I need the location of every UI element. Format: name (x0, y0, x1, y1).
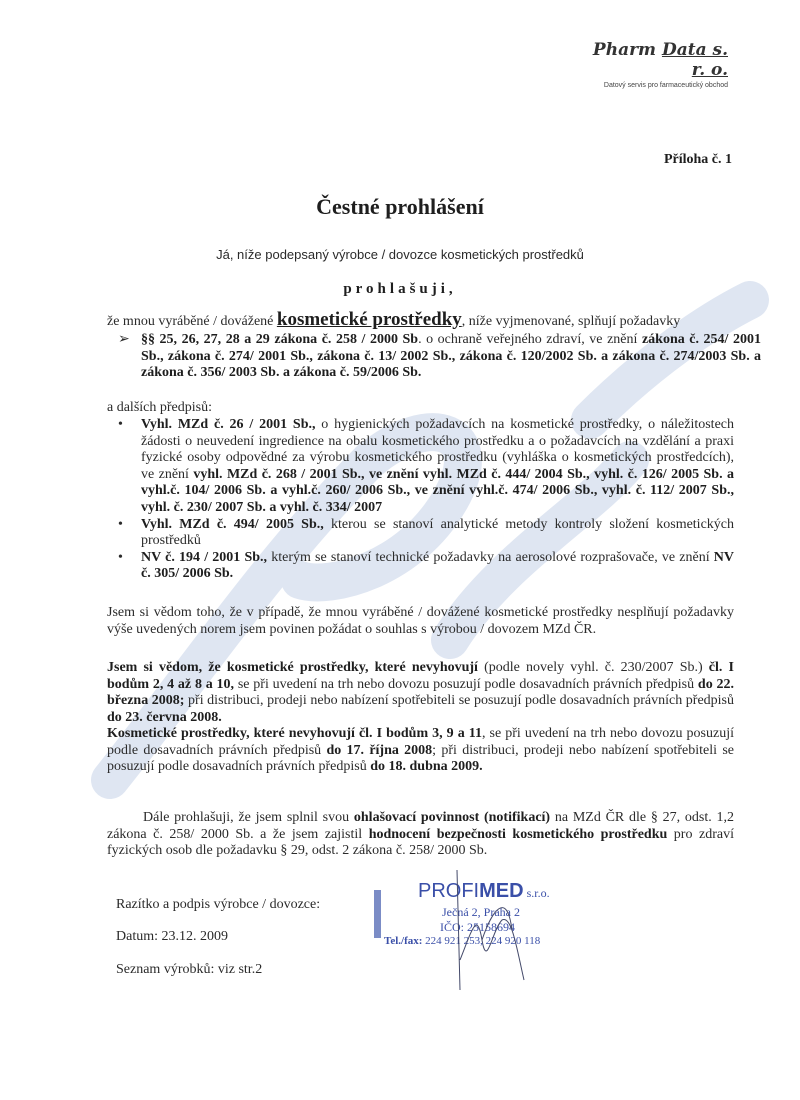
bold-text-segment: §§ 25, 26, 27, 28 a 29 zákona č. 258 / 2000 Sb (141, 332, 419, 347)
paragraph-notification (107, 810, 734, 860)
stamp-brand-c: s.r.o. (523, 886, 550, 900)
bold-text-segment: ohlašovací povinnost (notifikací) (353, 810, 551, 825)
bold-text-segment: do 18. dubna 2009. (370, 759, 483, 775)
pharmdata-logo (578, 40, 728, 89)
paragraph-deadlines-2 (107, 726, 734, 776)
text-segment: se při uvedení na trh nebo dovozu posuzují podle dosavadních právních předpisů (234, 676, 698, 692)
bold-text-segment: NV č. 305/ 2006 Sb. (141, 549, 734, 582)
stamp-tel-label: Tel./fax: (384, 935, 423, 947)
bullet-icon: • (118, 417, 123, 432)
text-segment: , níže vyjmenované, splňují požadavky (461, 314, 681, 329)
bold-text-segment: kosmetické prostředky (276, 309, 462, 330)
text-segment: Dále prohlašuji, že jsem splnil svou (143, 810, 354, 825)
text-segment: Jsem si vědom toho, že v případě, že mnou vyráběné / dovážené kosmetické prostředky nesplňují požadavky výše uvedených norem jsem povinen požádat o souhlas s výrobou / dovozem MZd ČR. (107, 605, 734, 637)
bold-text-segment: Vyhl. MZd č. 494/ 2005 Sb., (141, 516, 324, 532)
signature (432, 870, 542, 1000)
paragraph-awareness (107, 605, 734, 638)
bold-text-segment: do 23. června 2008. (107, 709, 222, 725)
list-item (114, 550, 734, 583)
text-segment: kterým se stanoví technické požadavky na aerosolové rozprašovače, ve znění (267, 549, 714, 565)
date-text: Datum: 23.12. 2009 (116, 929, 228, 944)
stamp-emblem-icon (372, 890, 384, 940)
stamp-ico: IČO: 25158694 (440, 920, 515, 934)
arrow-item (114, 332, 761, 382)
bold-text-segment: NV č. 194 / 2001 Sb., (141, 549, 268, 565)
bold-text-segment: do 22. března 2008; (107, 676, 734, 709)
list-item-text (141, 550, 734, 582)
list-item (114, 417, 734, 517)
company-stamp (372, 880, 562, 990)
list-item-text (141, 517, 734, 549)
text-segment: kterou se stanoví analytické metody kontroly složení kosmetických prostředků (141, 516, 734, 549)
text-segment: na MZd ČR dle § 27, odst. 1,2 zákona č. 258/ 2000 Sb. a že jsem zajistil (107, 810, 734, 842)
stamp-signature-label: Razítko a podpis výrobce / dovozce: (116, 897, 321, 912)
attachment-label: Příloha č. 1 (663, 152, 732, 167)
bold-text-segment: Jsem si vědom, že kosmetické prostředky, které nevyhovují (107, 660, 478, 675)
paragraph-products (107, 309, 737, 331)
text-segment: pro zdraví fyzických osob dle požadavku § 29, odst. 2 zákona č. 258/ 2000 Sb. (107, 826, 734, 859)
declaration-word: prohlašuji, (343, 281, 457, 297)
text-segment: (podle novely vyhl. č. 230/2007 Sb.) (477, 660, 709, 675)
list-item (114, 517, 734, 550)
intro-text: Já, níže podepsaný výrobce / dovozce kosmetických prostředků (216, 247, 584, 262)
arrow-item-text (141, 332, 761, 380)
logo-text: Pharm (592, 40, 657, 60)
text-segment: při distribuci, prodeji nebo nabízení spotřebiteli se posuzují podle dosavadních právních předpisů (184, 693, 734, 709)
product-list-ref: Seznam výrobků: viz str.2 (116, 962, 263, 977)
text-segment: . o ochraně veřejného zdraví, ve znění (418, 332, 642, 347)
bullet-icon: • (118, 516, 123, 532)
list-item-text (141, 417, 734, 515)
stamp-brand-b: MED (479, 880, 524, 902)
bold-text-segment: hodnocení bezpečnosti kosmetického prostředku (368, 826, 668, 842)
bold-text-segment: vyhl. MZd č. 268 / 2001 Sb., ve znění vyhl. MZd č. 444/ 2004 Sb., vyhl. č. 126/ 2005 Sb. a vyhl.č. 104/ 2006 Sb. a vyhl.č. 260/ 2006 Sb., ve znění vyhl.č. 474/ 2006 Sb., vyhl. č. 112/ 2007 Sb., vyhl. č. 230/ 2007 Sb. a vyhl. č. 334/ 2007 (141, 466, 735, 515)
other-regs-label: a dalších předpisů: (107, 400, 212, 415)
bold-text-segment: Vyhl. MZd č. 26 / 2001 Sb., (141, 417, 316, 432)
stamp-tel: 224 921 253, 224 920 118 (422, 935, 541, 947)
logo-text-2: Data s. r. o. (661, 40, 728, 80)
text-segment: , se při uvedení na trh nebo dovozu posuzují podle dosavadních právních předpisů (107, 726, 734, 758)
text-segment: že mnou vyráběné / dovážené (107, 314, 277, 329)
page-title: Čestné prohlášení (316, 194, 484, 219)
stamp-brand-a: PROFI (418, 880, 480, 902)
logo-subtitle: Datový servis pro farmaceutický obchod (603, 82, 728, 89)
bullet-icon: • (118, 549, 123, 565)
bold-text-segment: do 17. října 2008 (326, 742, 433, 758)
bold-text-segment: Kosmetické prostředky, které nevyhovují čl. I bodům 3, 9 a 11 (107, 726, 482, 741)
bold-text-segment: čl. I bodům 2, 4 až 8 a 10, (107, 660, 734, 692)
bold-text-segment: zákona č. 254/ 2001 Sb., zákona č. 274/ 2001 Sb., zákona č. 13/ 2002 Sb., zákona č. 120/2002 Sb. a zákona č. 274/2003 Sb. a zákona č. 356/ 2003 Sb. a zákona č. 59/2006 Sb. (141, 332, 761, 381)
arrow-bullet-icon: ➢ (118, 332, 130, 347)
text-segment: o hygienických požadavcích na kosmetické prostředky, o náležitostech žádosti o neuvedení ingredience na obalu kosmetického prostředku a o požadavcích na vzdělání a praxi fyzické osoby odpovědné za výrobu kosmetického prostředku (vyhláška o kosmetických prostředcích), ve znění (141, 417, 734, 482)
paragraph-deadlines-1 (107, 660, 734, 726)
stamp-address: Ječná 2, Praha 2 (442, 905, 520, 919)
text-segment: ; při distribuci, prodeji nebo nabízení spotřebiteli se posuzují podle dosavadních právních předpisů (107, 742, 734, 775)
regulations-list (114, 417, 734, 583)
